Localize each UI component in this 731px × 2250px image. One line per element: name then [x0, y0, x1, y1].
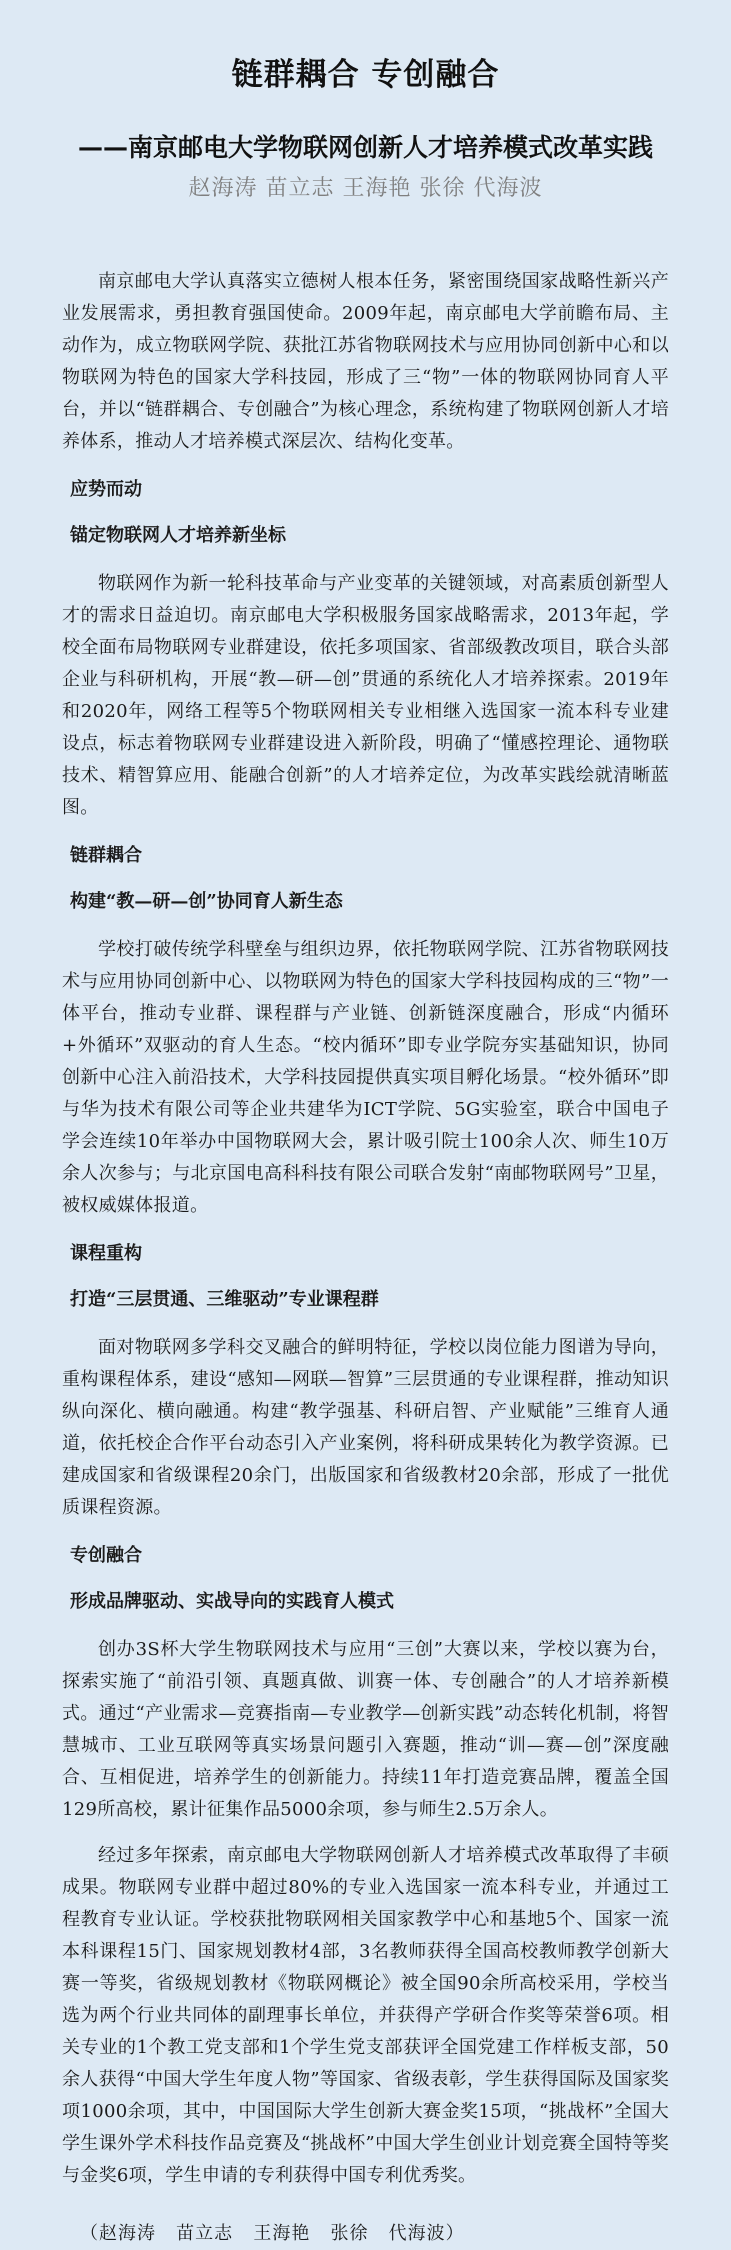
conclusion-paragraph: 经过多年探索，南京邮电大学物联网创新人才培养模式改革取得了丰硕成果。物联网专业群中超过80%的专业入选国家一流本科专业，并通过工程教育专业认证。学校获批物联网相关国家教学中心和基地5个、国家一流本科课程15门、国家规划教材4部，3名教师获得全国高校教师教学创新大赛一等奖，省级规划教材《物联网概论》被全国90余所高校采用，学校当选为两个行业共同体的副理事长单位，并获得产学研合作奖等荣誉6项。相关专业的1个教工党支部和1个学生党支部获评全国党建工作样板支部，50余人获得“中国大学生年度人物”等国家、省级表彰，学生获得国际及国家奖项1000余项，其中，中国国际大学生创新大赛金奖15项，“挑战杯”全国大学生课外学术科技作品竞赛及“挑战杯”中国大学生创业计划竞赛全国特等奖与金奖6项，学生申请的专利获得中国专利优秀奖。	[62, 1845, 669, 2186]
section-heading: 专创融合	[70, 1545, 142, 1566]
section-subheading: 构建“教—研—创”协同育人新生态	[70, 891, 343, 912]
section-subheading: 锚定物联网人才培养新坐标	[70, 525, 286, 546]
section-paragraph: 物联网作为新一轮科技革命与产业变革的关键领域，对高素质创新型人才的需求日益迫切。南京邮电大学积极服务国家战略需求，2013年起，学校全面布局物联网专业群建设，依托多项国家、省部级教改项目，联合头部企业与科研机构，开展“教—研—创”贯通的系统化人才培养探索。2019年和2020年，网络工程等5个物联网相关专业相继入选国家一流本科专业建设点，标志着物联网专业群建设进入新阶段，明确了“懂感控理论、通物联技术、精智算应用、能融合创新”的人才培养定位，为改革实践绘就清晰蓝图。	[62, 573, 669, 818]
section-paragraph: 学校打破传统学科壁垒与组织边界，依托物联网学院、江苏省物联网技术与应用协同创新中心、以物联网为特色的国家大学科技园构成的三“物”一体平台，推动专业群、课程群与产业链、创新链深度融合，形成“内循环+外循环”双驱动的育人生态。“校内循环”即专业学院夯实基础知识，协同创新中心注入前沿技术，大学科技园提供真实项目孵化场景。“校外循环”即与华为技术有限公司等企业共建华为ICT学院、5G实验室，联合中国电子学会连续10年举办中国物联网大会，累计吸引院士100余人次、师生10万余人次参与；与北京国电高科科技有限公司联合发射“南邮物联网号”卫星，被权威媒体报道。	[62, 939, 669, 1216]
article-title: 链群耦合 专创融合	[231, 57, 500, 93]
closing-authors: （赵海涛 苗立志 王海艳 张徐 代海波）	[80, 2223, 465, 2244]
section-subheading: 形成品牌驱动、实战导向的实践育人模式	[70, 1591, 394, 1612]
section-heading: 链群耦合	[70, 845, 142, 866]
section-paragraph: 创办3S杯大学生物联网技术与应用“三创”大赛以来，学校以赛为台，探索实施了“前沿引领、真题真做、训赛一体、专创融合”的人才培养新模式。通过“产业需求—竞赛指南—专业教学—创新实践”动态转化机制，将智慧城市、工业互联网等真实场景问题引入赛题，推动“训—赛—创”深度融合、互相促进，培养学生的创新能力。持续11年打造竞赛品牌，覆盖全国129所高校，累计征集作品5000余项，参与师生2.5万余人。	[62, 1639, 669, 1820]
section-paragraph: 面对物联网多学科交叉融合的鲜明特征，学校以岗位能力图谱为导向，重构课程体系，建设“感知—网联—智算”三层贯通的专业课程群，推动知识纵向深化、横向融通。构建“教学强基、科研启智、产业赋能”三维育人通道，依托校企合作平台动态引入产业案例，将科研成果转化为教学资源。已建成国家和省级课程20余门，出版国家和省级教材20余部，形成了一批优质课程资源。	[62, 1337, 669, 1518]
section-subheading: 打造“三层贯通、三维驱动”专业课程群	[70, 1289, 379, 1310]
section-heading: 应势而动	[70, 479, 142, 500]
article-body	[62, 266, 669, 2250]
article-authors: 赵海涛 苗立志 王海艳 张徐 代海波	[188, 176, 543, 201]
intro-paragraph: 南京邮电大学认真落实立德树人根本任务，紧密围绕国家战略性新兴产业发展需求，勇担教育强国使命。2009年起，南京邮电大学前瞻布局、主动作为，成立物联网学院、获批江苏省物联网技术与应用协同创新中心和以物联网为特色的国家大学科技园，形成了三“物”一体的物联网协同育人平台，并以“链群耦合、专创融合”为核心理念，系统构建了物联网创新人才培养体系，推动人才培养模式深层次、结构化变革。	[62, 271, 669, 452]
section-heading: 课程重构	[70, 1243, 142, 1264]
article-subtitle: ——南京邮电大学物联网创新人才培养模式改革实践	[77, 133, 653, 162]
